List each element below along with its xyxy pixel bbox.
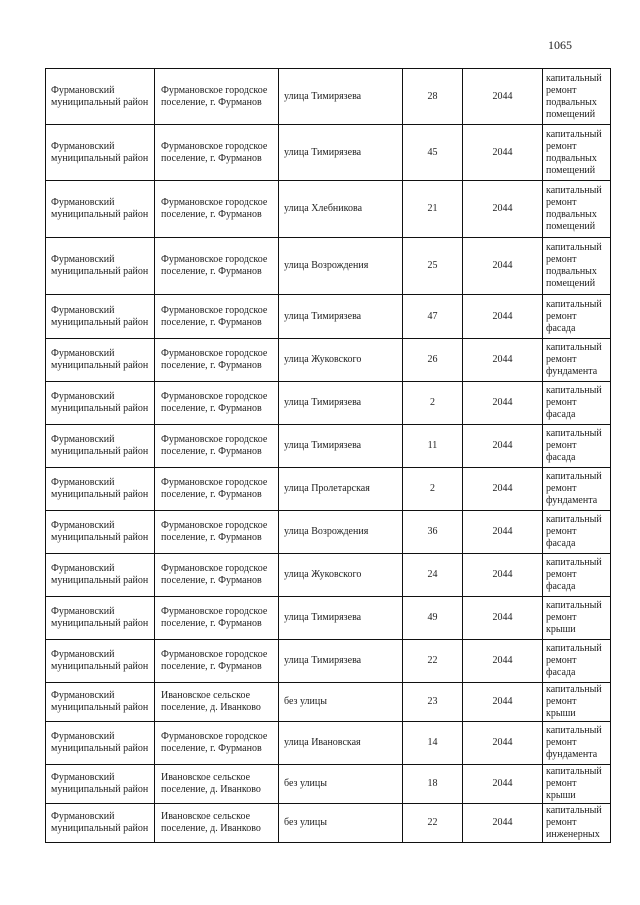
house-number-cell: 36 [403,511,463,554]
district-cell: Фурмановский муниципальный район [46,295,155,339]
district-cell: Фурмановский муниципальный район [46,554,155,597]
work-type-cell: капитальный ремонт фундамента [543,468,611,511]
house-number-cell: 24 [403,554,463,597]
table-row [46,295,611,339]
work-type-cell: капитальный ремонт фасада [543,640,611,683]
year-cell: 2044 [463,468,543,511]
year-cell: 2044 [463,339,543,382]
house-number-cell: 23 [403,683,463,722]
work-type-cell: капитальный ремонт крыши [543,765,611,804]
street-cell: улица Тимирязева [279,597,403,640]
house-number-cell: 47 [403,295,463,339]
work-type-cell: капитальный ремонт фундамента [543,339,611,382]
settlement-cell: Фурмановское городское поселение, г. Фурманов [155,382,279,425]
street-cell: улица Хлебникова [279,181,403,238]
settlement-cell: Фурмановское городское поселение, г. Фурманов [155,295,279,339]
work-type-cell: капитальный ремонт подвальных помещений [543,181,611,238]
work-type-cell: капитальный ремонт фасада [543,295,611,339]
street-cell: улица Пролетарская [279,468,403,511]
settlement-cell: Фурмановское городское поселение, г. Фурманов [155,511,279,554]
district-cell: Фурмановский муниципальный район [46,511,155,554]
year-cell: 2044 [463,722,543,765]
year-cell: 2044 [463,597,543,640]
table-row [46,238,611,295]
table-row [46,339,611,382]
street-cell: улица Тимирязева [279,295,403,339]
settlement-cell: Фурмановское городское поселение, г. Фурманов [155,425,279,468]
house-number-cell: 45 [403,125,463,181]
street-cell: улица Ивановская [279,722,403,765]
street-cell: улица Жуковского [279,339,403,382]
district-cell: Фурмановский муниципальный район [46,640,155,683]
district-cell: Фурмановский муниципальный район [46,804,155,843]
settlement-cell: Фурмановское городское поселение, г. Фурманов [155,181,279,238]
settlement-cell: Фурмановское городское поселение, г. Фурманов [155,125,279,181]
district-cell: Фурмановский муниципальный район [46,382,155,425]
year-cell: 2044 [463,765,543,804]
street-cell: без улицы [279,804,403,843]
year-cell: 2044 [463,804,543,843]
street-cell: улица Тимирязева [279,69,403,125]
house-number-cell: 25 [403,238,463,295]
house-number-cell: 49 [403,597,463,640]
year-cell: 2044 [463,382,543,425]
table-row [46,640,611,683]
street-cell: улица Тимирязева [279,125,403,181]
district-cell: Фурмановский муниципальный район [46,125,155,181]
table-row [46,554,611,597]
settlement-cell: Ивановское сельское поселение, д. Иванково [155,765,279,804]
work-type-cell: капитальный ремонт фундамента [543,722,611,765]
settlement-cell: Фурмановское городское поселение, г. Фурманов [155,722,279,765]
street-cell: улица Тимирязева [279,640,403,683]
table-row [46,181,611,238]
settlement-cell: Фурмановское городское поселение, г. Фурманов [155,339,279,382]
work-type-cell: капитальный ремонт крыши [543,683,611,722]
district-cell: Фурмановский муниципальный район [46,765,155,804]
table-row [46,722,611,765]
street-cell: улица Тимирязева [279,382,403,425]
year-cell: 2044 [463,295,543,339]
house-number-cell: 26 [403,339,463,382]
year-cell: 2044 [463,640,543,683]
table-row [46,683,611,722]
street-cell: без улицы [279,683,403,722]
district-cell: Фурмановский муниципальный район [46,339,155,382]
table-row [46,597,611,640]
work-type-cell: капитальный ремонт фасада [543,382,611,425]
page-number: 1065 [548,38,572,52]
house-number-cell: 14 [403,722,463,765]
work-type-cell: капитальный ремонт инженерных [543,804,611,843]
settlement-cell: Фурмановское городское поселение, г. Фурманов [155,597,279,640]
settlement-cell: Ивановское сельское поселение, д. Иванково [155,804,279,843]
work-type-cell: капитальный ремонт подвальных помещений [543,125,611,181]
house-number-cell: 28 [403,69,463,125]
year-cell: 2044 [463,125,543,181]
work-type-cell: капитальный ремонт фасада [543,511,611,554]
work-type-cell: капитальный ремонт фасада [543,554,611,597]
work-type-cell: капитальный ремонт подвальных помещений [543,238,611,295]
district-cell: Фурмановский муниципальный район [46,425,155,468]
settlement-cell: Фурмановское городское поселение, г. Фурманов [155,468,279,511]
house-number-cell: 2 [403,382,463,425]
table-row [46,69,611,125]
year-cell: 2044 [463,181,543,238]
settlement-cell: Фурмановское городское поселение, г. Фурманов [155,554,279,597]
work-type-cell: капитальный ремонт крыши [543,597,611,640]
district-cell: Фурмановский муниципальный район [46,468,155,511]
settlement-cell: Фурмановское городское поселение, г. Фурманов [155,238,279,295]
year-cell: 2044 [463,238,543,295]
work-type-cell: капитальный ремонт фасада [543,425,611,468]
year-cell: 2044 [463,683,543,722]
district-cell: Фурмановский муниципальный район [46,238,155,295]
district-cell: Фурмановский муниципальный район [46,181,155,238]
settlement-cell: Фурмановское городское поселение, г. Фурманов [155,640,279,683]
street-cell: без улицы [279,765,403,804]
year-cell: 2044 [463,511,543,554]
district-cell: Фурмановский муниципальный район [46,69,155,125]
work-type-cell: капитальный ремонт подвальных помещений [543,69,611,125]
repair-schedule-table [45,68,611,843]
street-cell: улица Возрождения [279,511,403,554]
house-number-cell: 22 [403,804,463,843]
district-cell: Фурмановский муниципальный район [46,597,155,640]
house-number-cell: 22 [403,640,463,683]
table-row [46,125,611,181]
street-cell: улица Жуковского [279,554,403,597]
table-row [46,382,611,425]
settlement-cell: Фурмановское городское поселение, г. Фурманов [155,69,279,125]
house-number-cell: 21 [403,181,463,238]
year-cell: 2044 [463,425,543,468]
table-row [46,511,611,554]
year-cell: 2044 [463,69,543,125]
house-number-cell: 2 [403,468,463,511]
district-cell: Фурмановский муниципальный район [46,722,155,765]
table-row [46,425,611,468]
year-cell: 2044 [463,554,543,597]
house-number-cell: 18 [403,765,463,804]
street-cell: улица Тимирязева [279,425,403,468]
table-row [46,804,611,843]
table-row [46,468,611,511]
district-cell: Фурмановский муниципальный район [46,683,155,722]
settlement-cell: Ивановское сельское поселение, д. Иванково [155,683,279,722]
table-row [46,765,611,804]
street-cell: улица Возрождения [279,238,403,295]
house-number-cell: 11 [403,425,463,468]
